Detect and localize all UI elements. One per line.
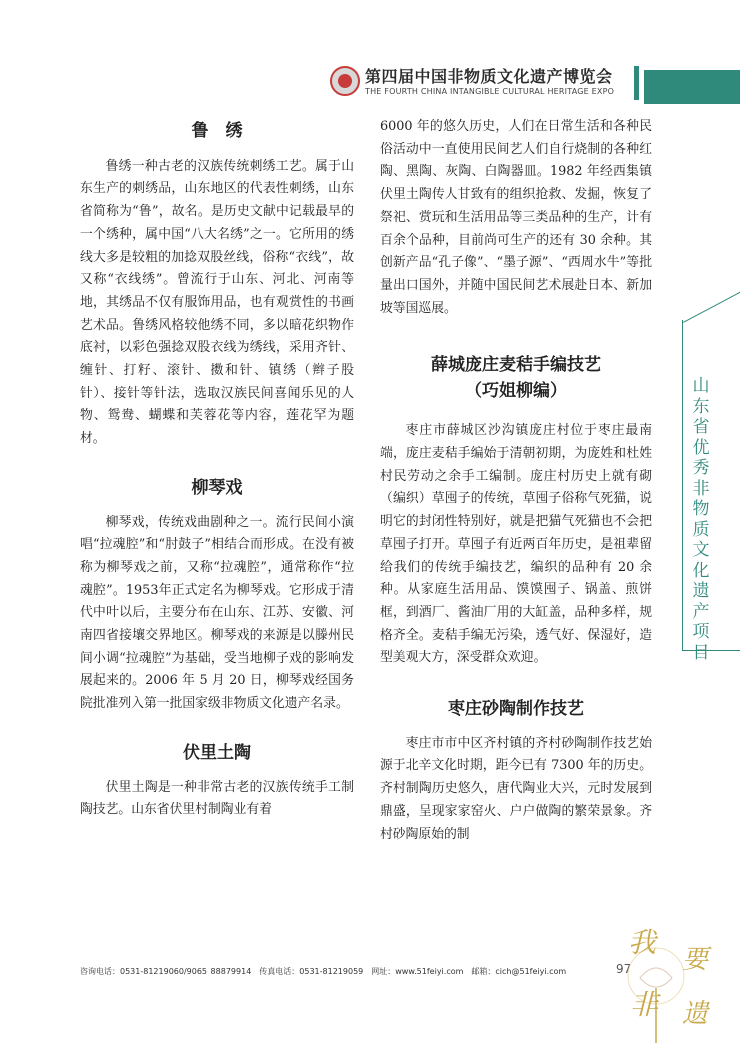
paragraph-fulitutao-2: 6000 年的悠久历史，人们在日常生活和各种民俗活动中一直使用民间艺人们自行烧制的各种红陶、黑陶、灰陶、白陶器皿。1982 年经西集镇伏里土陶传人甘致有的组织抢救、发掘，恢复了祭祀、赏玩和生活用品等三类品种的生产，计有百余个品种，目前尚可生产的还有 30 余种。其创新产品“孔子像”、“墨子源”、“西周水牛”等批量出口国外，并随中国民间艺术展赴日本、新加坡等国巡展。 bbox=[380, 119, 652, 316]
expo-logo bbox=[330, 66, 360, 96]
section-subtitle-pangzhuang: （巧姐柳编） bbox=[465, 381, 567, 402]
side-tab-diagonal bbox=[683, 284, 740, 322]
header-title-cn: 第四届中国非物质文化遗产博览会 bbox=[365, 67, 613, 86]
header-accent-block bbox=[644, 70, 740, 104]
stamp-char-2: 要 bbox=[682, 945, 709, 975]
section-title-luxiu: 鲁 绣 bbox=[191, 121, 243, 141]
section-title-fulitutao: 伏里土陶 bbox=[183, 742, 251, 763]
paragraph-shatao: 枣庄市市中区齐村镇的齐村砂陶制作技艺始源于北辛文化时期，距今已有 7300 年的历史。齐村制陶历史悠久，唐代陶业大兴，元时发展到鼎盛，呈现家家窑火、户户做陶的繁荣景象。齐村砂陶原始的制 bbox=[380, 735, 652, 842]
right-column bbox=[380, 116, 652, 846]
stamp-char-4: 遗 bbox=[682, 999, 709, 1029]
paragraph-pangzhuang: 枣庄市薛城区沙沟镇庞庄村位于枣庄最南端，庞庄麦秸手编始于清朝初期，为庞姓和杜姓村民劳动之余手工编制。庞庄村历史上就有砌（编织）草囤子的传统，草囤子俗称气死猫，说明它的封闭性特别好，就是把猫气死猫也不会把草囤子打开。草囤子有近两百年历史，是祖辈留给我们的传统手编技艺，编织的品种有 20 余种。从家庭生活用品、馍馍囤子、锅盖、煎饼框，到酒厂、酱油厂用的大缸盖，品种多样，规格齐全。麦秸手编无污染，透气好、保湿好，造型美观大方，深受群众欢迎。 bbox=[380, 423, 652, 666]
stamp-char-3: 非 bbox=[630, 988, 659, 1021]
side-tab-border bbox=[682, 320, 683, 650]
header-accent-bar bbox=[634, 66, 639, 100]
footer-contact: 咨询电话：0531-81219060/9065 88879914 传真电话：0531-81219059 网址：www.51feiyi.com 邮箱：cich@51feiyi.com bbox=[80, 967, 567, 976]
side-tab-label: 山东省优秀非物质文化遗产项目 bbox=[692, 376, 710, 663]
paragraph-fulitutao-1: 伏里土陶是一种非常古老的汉族传统手工制陶技艺。山东省伏里村制陶业有着 bbox=[80, 779, 354, 818]
header-title-en: THE FOURTH CHINA INTANGIBLE CULTURAL HERITAGE EXPO bbox=[365, 87, 615, 96]
left-column bbox=[80, 116, 354, 822]
section-title-shatao: 枣庄砂陶制作技艺 bbox=[448, 699, 584, 720]
section-title-pangzhuang: 薛城庞庄麦秸手编技艺 bbox=[431, 355, 601, 376]
paragraph-luxiu: 鲁绣一种古老的汉族传统刺绣工艺。属于山东生产的刺绣品，山东地区的代表性刺绣，山东省简称为“鲁”，故名。是历史文献中记载最早的一个绣种，属中国“八大名绣”之一。它所用的绣线大多是较粗的加捻双股丝线，俗称“衣线”，故又称“衣线绣”。曾流行于山东、河北、河南等地，其绣品不仅有服饰用品，也有观赏性的书画艺术品。鲁绣风格较他绣不同，多以暗花织物作底衬，以彩色强捻双股衣线为绣线，采用齐针、缠针、打籽、滚针、擞和针、镇绣（辫子股针）、接针等针法，选取汉族民间喜闻乐见的人物、鸳鸯、蝴蝶和芙蓉花等内容，莲花罕为题材。 bbox=[80, 158, 354, 447]
page-number: 97 bbox=[616, 962, 632, 976]
paragraph-liuqinxi: 柳琴戏，传统戏曲剧种之一。流行民间小演唱“拉魂腔”和“肘鼓子”相结合而形成。在没有被称为柳琴戏之前，又称“拉魂腔”，通常称作“拉魂腔”。1953年正式定名为柳琴戏。它形成于清代中叶以后，主要分布在山东、江苏、安徽、河南四省接壤交界地区。柳琴戏的来源是以滕州民间小调“拉魂腔”为基础，受当地柳子戏的影响发展起来的。2006 年 5 月 20 日，柳琴戏经国务院批准列入第一批国家级非物质文化遗产名录。 bbox=[80, 514, 354, 712]
section-title-liuqinxi: 柳琴戏 bbox=[191, 477, 243, 498]
wyfy-stamp-logo bbox=[620, 918, 730, 1043]
stamp-char-1: 我 bbox=[628, 926, 657, 959]
